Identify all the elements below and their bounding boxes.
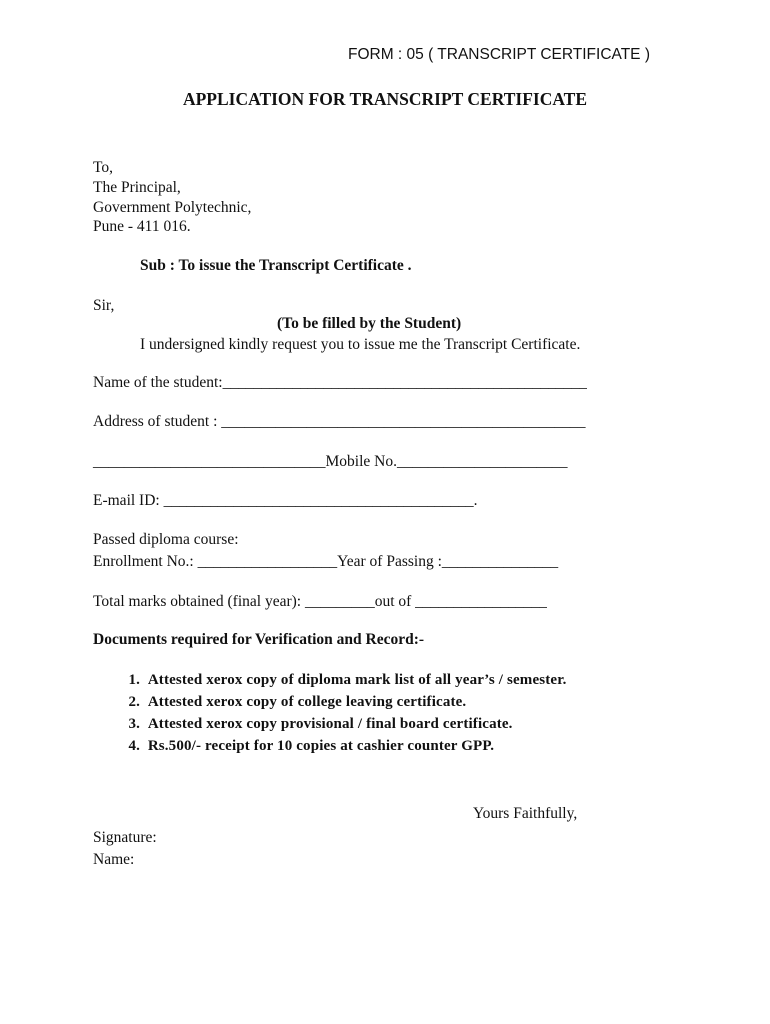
student-name-field[interactable]: Name of the student:_______________________________________________	[93, 374, 587, 391]
form-number: FORM : 05 ( TRANSCRIPT CERTIFICATE )	[348, 46, 650, 63]
fill-note: (To be filled by the Student)	[277, 315, 462, 332]
page-title: APPLICATION FOR TRANSCRIPT CERTIFICATE	[182, 89, 588, 109]
email-field[interactable]: E-mail ID: ________________________________________.	[93, 492, 478, 509]
documents-heading: Documents required for Verification and Record:-	[93, 631, 425, 648]
closing-text: Yours Faithfully,	[473, 805, 578, 822]
list-item: 1. Attested xerox copy of diploma mark list of all year’s / semester.	[128, 672, 567, 688]
list-item: 3. Attested xerox copy provisional / final board certificate.	[128, 716, 513, 732]
name-label: Name:	[93, 851, 135, 868]
address-to: To,	[93, 159, 114, 176]
address-line-3: Pune - 411 016.	[93, 218, 191, 235]
enrollment-year-field[interactable]: Enrollment No.: __________________Year of Passing :_______________	[93, 553, 559, 570]
request-text: I undersigned kindly request you to issue me the Transcript Certificate.	[140, 336, 581, 353]
list-item: 2. Attested xerox copy of college leaving certificate.	[128, 694, 467, 710]
signature-label: Signature:	[93, 829, 157, 846]
list-item: 4. Rs.500/- receipt for 10 copies at cashier counter GPP.	[128, 738, 495, 754]
salutation: Sir,	[93, 297, 115, 314]
total-marks-field[interactable]: Total marks obtained (final year): _________out of _________________	[93, 593, 547, 610]
mobile-number-field[interactable]: ______________________________Mobile No.______________________	[93, 453, 568, 470]
student-address-field[interactable]: Address of student : _______________________________________________	[93, 413, 586, 430]
subject-line: Sub : To issue the Transcript Certificate .	[140, 257, 412, 274]
address-line-1: The Principal,	[93, 179, 181, 196]
documents-list	[93, 670, 567, 758]
passed-course-label: Passed diploma course:	[93, 531, 239, 548]
address-line-2: Government Polytechnic,	[93, 199, 252, 216]
